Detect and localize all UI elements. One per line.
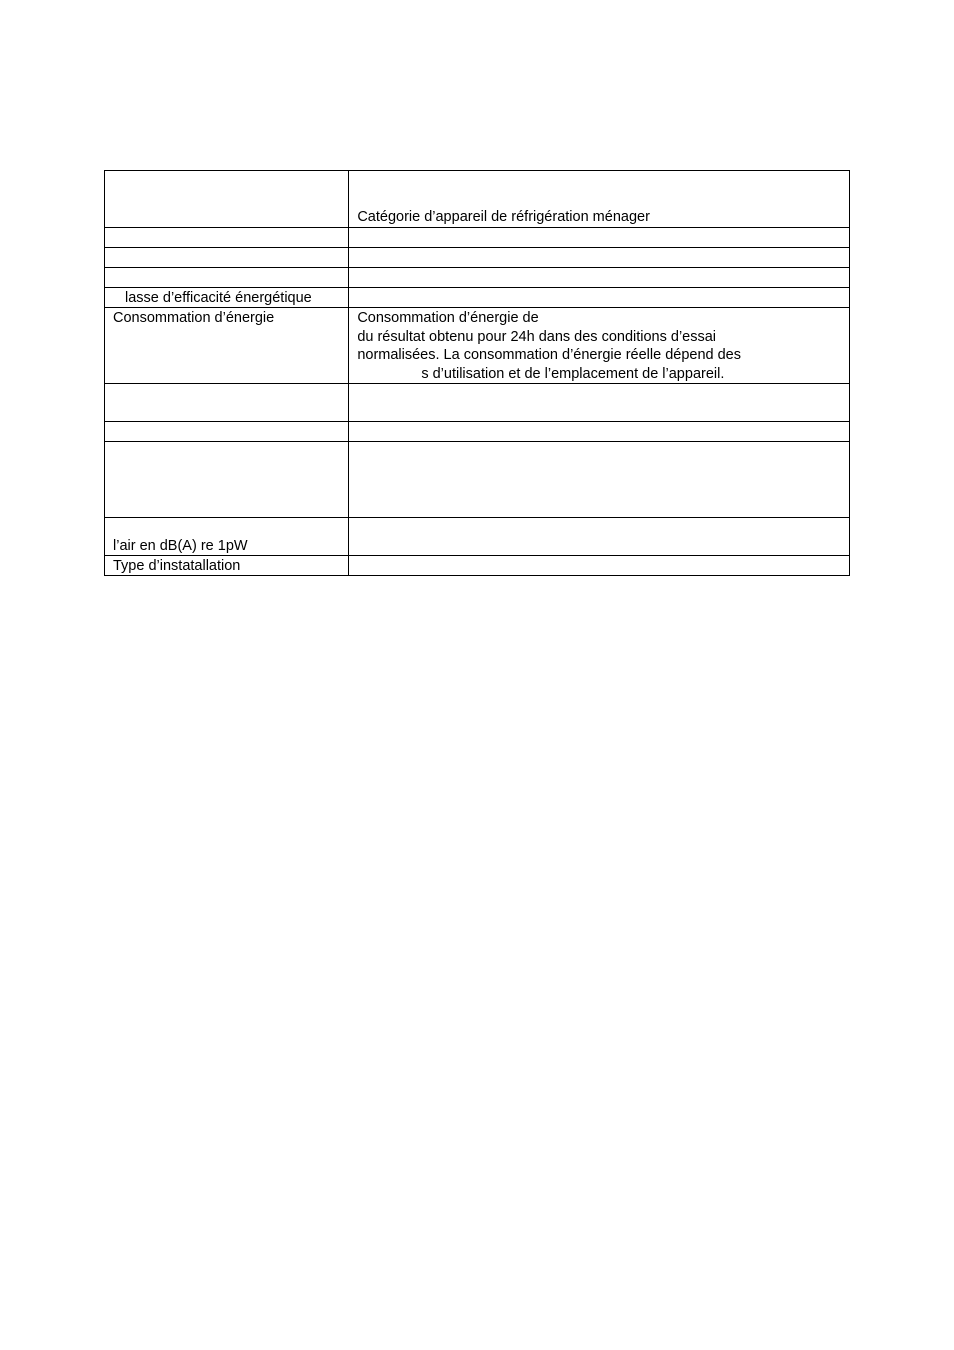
- row-label: [105, 171, 349, 228]
- value-line: du résultat obtenu pour 24h dans des conditions d’essai: [357, 328, 717, 345]
- row-value: [349, 442, 850, 518]
- value-line: normalisées. La consommation d’énergie réelle dépend des: [357, 347, 741, 363]
- table-row: [105, 422, 850, 442]
- table-row: [105, 556, 850, 576]
- row-label: [105, 422, 349, 442]
- row-value: [349, 556, 850, 576]
- table-row: [105, 288, 850, 308]
- row-label: [105, 442, 349, 518]
- table-row: [105, 268, 850, 288]
- row-label: Consommation d’énergie: [105, 308, 349, 384]
- row-value: [349, 288, 850, 308]
- value-line: s d’utilisation et de l’emplacement de l’appareil.: [421, 365, 725, 382]
- energy-class-label: lasse d’efficacité énergétique: [125, 289, 312, 306]
- row-label: [105, 288, 349, 308]
- table-row: [105, 228, 850, 248]
- row-value: [349, 308, 850, 384]
- product-spec-table: [104, 170, 850, 576]
- row-value: [349, 248, 850, 268]
- row-value: [349, 171, 850, 228]
- table-row: [105, 171, 850, 228]
- table-row: [105, 384, 850, 422]
- row-value: [349, 268, 850, 288]
- table-row: [105, 518, 850, 556]
- row-label: [105, 248, 349, 268]
- table-row: [105, 308, 850, 384]
- value-line: Catégorie d’appareil de réfrigération ménager: [357, 208, 650, 225]
- row-label: Type d’instatallation: [105, 556, 349, 576]
- row-label: [105, 384, 349, 422]
- row-label: [105, 228, 349, 248]
- row-label: [105, 268, 349, 288]
- row-value: [349, 228, 850, 248]
- row-value: [349, 422, 850, 442]
- table-row: [105, 248, 850, 268]
- value-line: Consommation d’énergie de: [357, 310, 539, 326]
- row-value: [349, 518, 850, 556]
- table-row: [105, 442, 850, 518]
- row-label: l’air en dB(A) re 1pW: [105, 518, 349, 556]
- row-value: [349, 384, 850, 422]
